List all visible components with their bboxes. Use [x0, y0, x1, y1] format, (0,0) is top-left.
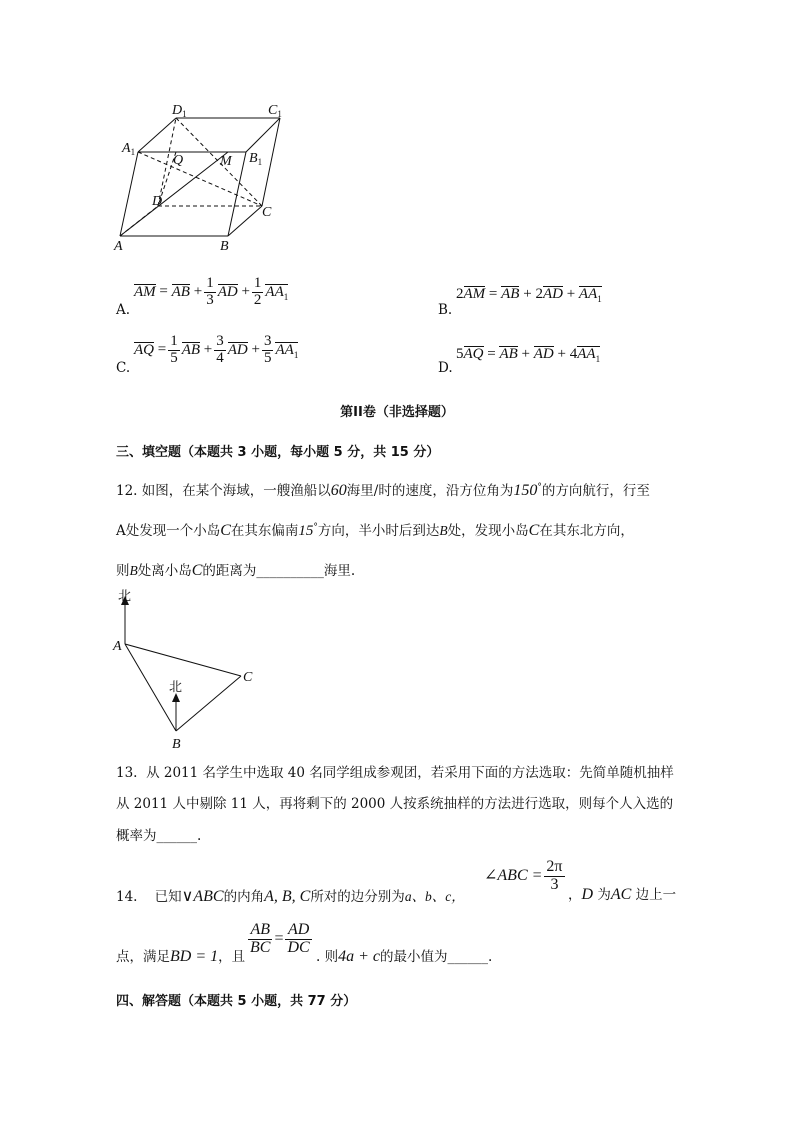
q12-answer-blank[interactable]: __________	[256, 563, 324, 579]
section4-heading: 四、解答题（本题共 5 小题，共 77 分）	[116, 994, 357, 1009]
option-a-letter: A.	[116, 302, 131, 318]
q14-line1-end: ，D 为AC 边上一	[568, 886, 677, 903]
label-A: A	[114, 239, 123, 254]
option-c-formula: AQ = $\frac{1}{5}$ AB + $\frac{3}{4}$ AD + $\frac{3}{5}$ $AA_1$	[134, 333, 299, 366]
q14-angle-formula: ∠ABC = $\frac{2\pi}{3}$	[484, 858, 563, 893]
q13-line1: 13. 从 2011 名学生中选取 40 名同学组成参观团，若采用下面的方法选取：先简单随机抽样	[116, 765, 674, 781]
q12-line1: 12. 如图，在某个海域，一艘渔船以60海里/时的速度，沿方位角为150°的方向航行，行至	[116, 482, 650, 499]
q12-line2: A处发现一个小岛C在其东偏南15°方向，半小时后到达B处，发现小岛C在其东北方向，	[116, 522, 634, 539]
label-Q: Q	[173, 153, 184, 168]
q12-number: 12.	[116, 483, 138, 499]
q14-line1: 14. 已知∨ABC的内角A, B, C所对的边分别为a、b、c，	[116, 888, 465, 905]
section2-title: 第II卷（非选择题）	[340, 405, 454, 420]
label-A1: $A_1$	[122, 141, 136, 157]
edge-AA1	[120, 152, 138, 236]
q13-line3: 概率为______.	[116, 828, 202, 844]
edge-D1A1	[138, 118, 176, 152]
option-b-formula: 2AM = AB + $2AD + AA_1$	[456, 286, 602, 304]
label-D: D	[152, 194, 163, 209]
parallelepiped-figure	[110, 98, 290, 258]
q14-ratio-formula: $\frac{AB}{BC}$ = $\frac{AD}{DC}$	[250, 921, 310, 956]
label-A-fig2: A	[113, 639, 122, 654]
q12-line3: 则B处离小岛C的距离为__________海里.	[116, 562, 356, 579]
q13-line2: 从 2011 人中剔除 11 人，再将剩下的 2000 人按系统抽样的方法进行选取，则每个人入选的	[116, 796, 674, 812]
q13-number: 13.	[116, 765, 138, 781]
side-AC	[125, 644, 241, 676]
side-BC	[176, 676, 241, 731]
option-b-letter: B.	[438, 302, 453, 318]
option-c-letter: C.	[116, 360, 131, 376]
option-a-formula: AM = AB + $\frac{1}{3}$ AD + $\frac{1}{2}$ $AA_1$	[134, 275, 289, 308]
q14-line2-end: . 则4a + c的最小值为______.	[316, 948, 493, 965]
north-label-mid: 北	[169, 680, 183, 695]
label-B-fig2: B	[172, 737, 181, 752]
q14-number: 14.	[116, 889, 138, 905]
north-label-top: 北	[118, 589, 132, 604]
label-B1: $B_1$	[249, 151, 263, 167]
triangle-figure	[110, 588, 270, 753]
label-C-fig2: C	[243, 670, 253, 685]
edge-CC1	[262, 118, 280, 206]
option-d-letter: D.	[438, 360, 453, 376]
label-C1: $C_1$	[268, 103, 282, 119]
label-M: M	[220, 154, 232, 169]
label-D1: $D_1$	[172, 103, 187, 119]
label-C: C	[262, 205, 272, 220]
q14-line2: 点，满足BD = 1，且	[116, 948, 246, 965]
label-B: B	[220, 239, 229, 254]
option-d-formula: 5AQ = AB + AD + $4AA_1$	[456, 346, 601, 364]
section3-heading: 三、填空题（本题共 3 小题，每小题 5 分，共 15 分）	[116, 445, 440, 460]
edge-B1C1	[246, 118, 280, 152]
